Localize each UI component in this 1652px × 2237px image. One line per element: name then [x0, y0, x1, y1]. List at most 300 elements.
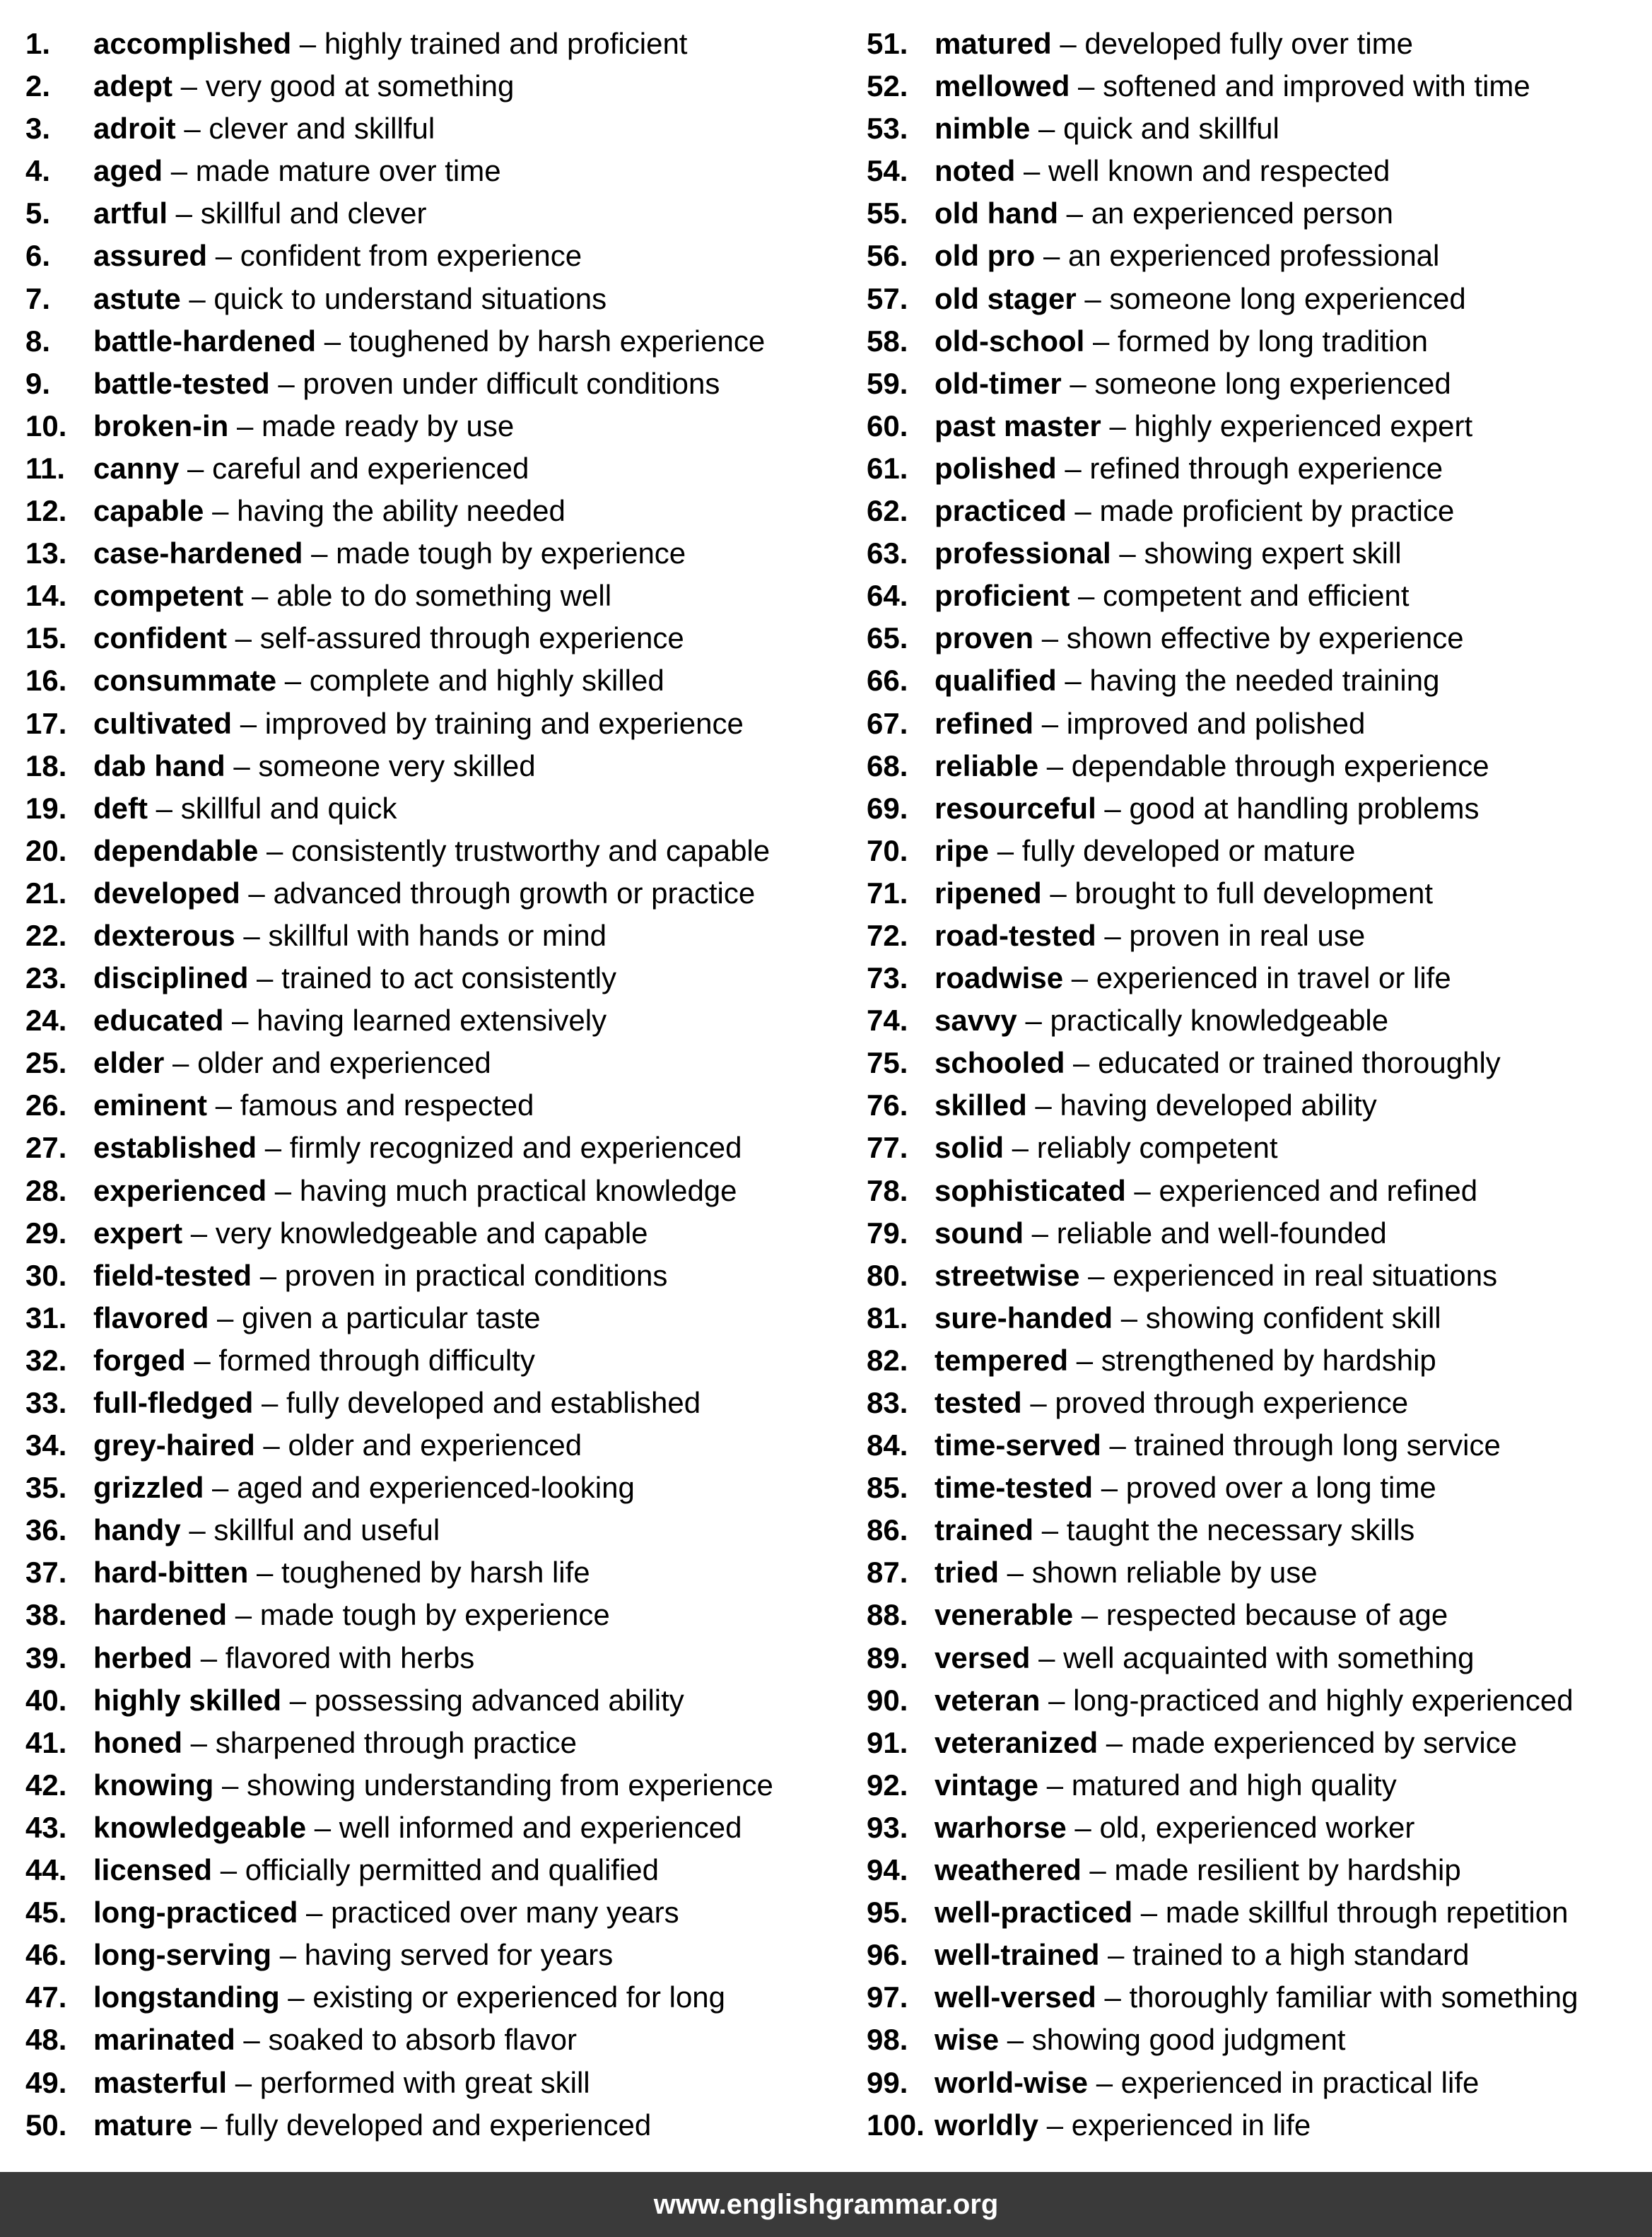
list-item-number: 13. [25, 536, 67, 570]
list-item-separator: – [1081, 1853, 1115, 1887]
footer-website-link[interactable]: www.englishgrammar.org [653, 2188, 999, 2220]
list-item-definition: an experienced person [1091, 196, 1393, 230]
list-item-word: competent [93, 579, 244, 613]
list-item-word: canny [93, 451, 180, 485]
list-item-definition: old, experienced worker [1099, 1810, 1415, 1844]
list-item-definition: trained to act consistently [281, 961, 616, 995]
list-item-word: established [93, 1131, 257, 1165]
list-item-word: field-tested [93, 1258, 252, 1292]
list-item-number: 18. [25, 748, 67, 782]
list-item-number: 5. [25, 196, 51, 230]
list-item-definition: advanced through growth or practice [273, 876, 756, 910]
list-item-separator: – [253, 1386, 287, 1419]
list-item-definition: someone very skilled [258, 748, 536, 782]
list-item-word: veteran [935, 1683, 1041, 1717]
list-item-definition: matured and high quality [1071, 1768, 1397, 1802]
list-item-number: 36. [25, 1513, 67, 1547]
list-item-number: 55. [867, 196, 908, 230]
list-item-definition: made resilient by hardship [1114, 1853, 1461, 1887]
list-item-number: 81. [867, 1300, 908, 1334]
list-item [867, 575, 1644, 617]
list-item-number: 79. [867, 1216, 908, 1250]
list-item [867, 1807, 1644, 1849]
list-item-definition: older and experienced [197, 1046, 491, 1080]
list-item [25, 1976, 838, 2019]
list-item-separator: – [279, 1980, 313, 2014]
list-item-definition: well informed and experienced [339, 1810, 742, 1844]
list-item-definition: having learned extensively [257, 1004, 607, 1038]
list-item-definition: firmly recognized and experienced [289, 1131, 742, 1165]
list-item [25, 1849, 838, 1891]
list-item [25, 1467, 838, 1509]
list-item-separator: – [240, 876, 274, 910]
list-item [867, 1679, 1644, 1722]
list-item-separator: – [228, 409, 262, 442]
list-item-separator: – [1096, 918, 1130, 952]
list-item-separator: – [235, 918, 269, 952]
list-item-word: time-served [935, 1428, 1101, 1462]
list-item-separator: – [1101, 1428, 1135, 1462]
list-item-word: hardened [93, 1598, 228, 1632]
list-item-definition: quick and skillful [1063, 112, 1279, 146]
list-item-word: honed [93, 1725, 182, 1759]
list-item-number: 37. [25, 1556, 67, 1590]
list-item-separator: – [225, 748, 259, 782]
list-item-word: veteranized [935, 1725, 1099, 1759]
list-item-word: mellowed [935, 69, 1070, 103]
list-item [867, 23, 1644, 65]
list-item-number: 82. [867, 1343, 908, 1377]
list-item-number: 31. [25, 1300, 67, 1334]
list-item-definition: fully developed and established [286, 1386, 701, 1419]
list-item-definition: improved by training and experience [264, 706, 744, 740]
list-item [867, 2062, 1644, 2104]
list-item-number: 9. [25, 366, 51, 400]
list-item-separator: – [1070, 69, 1103, 103]
list-item [867, 1849, 1644, 1891]
list-item-number: 69. [867, 791, 908, 825]
list-item [25, 1637, 838, 1679]
list-item-word: wise [935, 2023, 1000, 2057]
list-item-separator: – [182, 1216, 216, 1250]
list-item-number: 28. [25, 1173, 67, 1207]
list-item-definition: well acquainted with something [1063, 1640, 1475, 1674]
list-item-definition: quick to understand situations [213, 281, 607, 315]
list-item-separator: – [1023, 1216, 1057, 1250]
list-item-separator: – [271, 1938, 305, 1972]
list-item-word: tempered [935, 1343, 1069, 1377]
list-item-number: 90. [867, 1683, 908, 1717]
list-item [25, 1382, 838, 1424]
list-item-separator: – [1098, 1725, 1131, 1759]
list-item [25, 659, 838, 702]
list-item-number: 32. [25, 1343, 67, 1377]
list-item-definition: developed fully over time [1084, 27, 1413, 60]
list-item-definition: softened and improved with time [1103, 69, 1530, 103]
list-item-number: 67. [867, 706, 908, 740]
list-item-number: 19. [25, 791, 67, 825]
list-item-separator: – [248, 1556, 282, 1590]
list-item-separator: – [269, 366, 303, 400]
list-item-definition: experienced in travel or life [1096, 961, 1451, 995]
list-item-separator: – [1061, 366, 1095, 400]
list-item-number: 20. [25, 833, 67, 867]
list-item-number: 40. [25, 1683, 67, 1717]
list-item-definition: fully developed and experienced [225, 2108, 652, 2142]
list-item [25, 107, 838, 150]
list-item-separator: – [168, 196, 201, 230]
list-item-word: old-school [935, 324, 1085, 358]
list-item-number: 11. [25, 451, 66, 485]
list-item-definition: made tough by experience [336, 536, 686, 570]
list-item-word: nimble [935, 112, 1031, 146]
list-item-definition: proven in real use [1129, 918, 1366, 952]
list-item-definition: long-practiced and highly experienced [1073, 1683, 1574, 1717]
list-item [867, 703, 1644, 745]
list-item-number: 49. [25, 2065, 67, 2099]
list-item-word: well-trained [935, 1938, 1100, 1972]
list-item [867, 235, 1644, 277]
list-item-word: grizzled [93, 1471, 204, 1505]
list-item-number: 52. [867, 69, 908, 103]
list-item-definition: proved through experience [1055, 1386, 1409, 1419]
list-item-number: 92. [867, 1768, 908, 1802]
list-item-definition: able to do something well [276, 579, 612, 613]
list-item-definition: experienced in practical life [1120, 2065, 1480, 2099]
list-item [867, 107, 1644, 150]
list-item-word: case-hardened [93, 536, 303, 570]
list-item-definition: showing expert skill [1144, 536, 1402, 570]
list-item-number: 75. [867, 1046, 908, 1080]
list-item-separator: – [1004, 1131, 1037, 1165]
list-item-number: 27. [25, 1131, 67, 1165]
list-item [25, 1594, 838, 1636]
list-item-definition: formed by long tradition [1118, 324, 1428, 358]
list-item [25, 447, 838, 490]
list-item [25, 532, 838, 575]
list-item [867, 915, 1644, 957]
list-item-number: 34. [25, 1428, 67, 1462]
list-item-number: 12. [25, 494, 67, 528]
list-item-separator: – [1066, 1810, 1100, 1844]
list-item-number: 10. [25, 409, 67, 442]
list-item-definition: experienced in life [1071, 2108, 1311, 2142]
list-item-word: savvy [935, 1004, 1017, 1038]
list-item-separator: – [180, 281, 214, 315]
list-item-word: knowledgeable [93, 1810, 307, 1844]
list-item-separator: – [1096, 1980, 1130, 2014]
list-item-number: 80. [867, 1258, 908, 1292]
list-item-word: professional [935, 536, 1111, 570]
list-item [867, 447, 1644, 490]
list-item-word: broken-in [93, 409, 229, 442]
list-item-separator: – [182, 1725, 216, 1759]
list-item [25, 150, 838, 192]
list-item-definition: proven under difficult conditions [303, 366, 720, 400]
list-item-definition: fully developed or mature [1021, 833, 1356, 867]
list-item-word: full-fledged [93, 1386, 254, 1419]
list-item-definition: practiced over many years [331, 1896, 679, 1930]
list-item-separator: – [232, 706, 265, 740]
list-item-separator: – [1035, 239, 1069, 273]
list-item [867, 150, 1644, 192]
list-item-separator: – [209, 1300, 242, 1334]
list-item-number: 21. [25, 876, 67, 910]
list-item-definition: dependable through experience [1071, 748, 1489, 782]
list-item-word: matured [935, 27, 1052, 60]
list-item-number: 86. [867, 1513, 908, 1547]
list-item-word: marinated [93, 2023, 235, 2057]
list-item-definition: flavored with herbs [225, 1640, 475, 1674]
list-item-definition: possessing advanced ability [314, 1683, 684, 1717]
list-item-definition: aged and experienced-looking [237, 1471, 635, 1505]
list-item [867, 1509, 1644, 1551]
list-item [867, 1764, 1644, 1807]
list-item-separator: – [1017, 1004, 1050, 1038]
list-item [25, 830, 838, 872]
list-item-number: 76. [867, 1088, 908, 1122]
list-item [867, 745, 1644, 787]
list-item-number: 35. [25, 1471, 67, 1505]
list-item-separator: – [180, 1513, 214, 1547]
list-item-number: 57. [867, 281, 908, 315]
list-item-word: grey-haired [93, 1428, 255, 1462]
list-item-definition: having much practical knowledge [299, 1173, 737, 1207]
list-item-definition: shown effective by experience [1066, 621, 1464, 655]
list-item [867, 192, 1644, 235]
list-item-definition: skillful with hands or mind [268, 918, 607, 952]
list-item-word: proven [935, 621, 1034, 655]
list-item-definition: trained to a high standard [1132, 1938, 1470, 1972]
list-item-word: old pro [935, 239, 1036, 273]
list-item-word: weathered [935, 1853, 1082, 1887]
list-item [867, 2019, 1644, 2061]
list-item-separator: – [148, 791, 181, 825]
list-item-number: 56. [867, 239, 908, 273]
list-item-definition: good at handling problems [1129, 791, 1480, 825]
list-item-definition: sharpened through practice [215, 1725, 578, 1759]
list-item [25, 320, 838, 363]
list-item-definition: experienced and refined [1159, 1173, 1478, 1207]
list-item [867, 1551, 1644, 1594]
list-item [25, 278, 838, 320]
list-item [25, 1807, 838, 1849]
list-item-separator: – [204, 1471, 238, 1505]
list-item [867, 1297, 1644, 1339]
list-item-word: proficient [935, 579, 1070, 613]
list-item [25, 1170, 838, 1212]
list-item-word: well-practiced [935, 1896, 1133, 1930]
list-item-definition: made proficient by practice [1099, 494, 1455, 528]
list-item-number: 65. [867, 621, 908, 655]
list-item-separator: – [175, 112, 209, 146]
list-item-definition: toughened by harsh experience [348, 324, 766, 358]
list-item-separator: – [1041, 876, 1075, 910]
list-item-number: 63. [867, 536, 908, 570]
list-item-separator: – [1030, 112, 1064, 146]
list-item [25, 1042, 838, 1084]
list-item-word: ripened [935, 876, 1042, 910]
list-item-definition: proven in practical conditions [284, 1258, 668, 1292]
list-item-definition: soaked to absorb flavor [268, 2023, 578, 2057]
list-item-definition: having the ability needed [237, 494, 566, 528]
list-item-number: 22. [25, 918, 67, 952]
list-item-definition: skillful and useful [213, 1513, 440, 1547]
list-item [25, 787, 838, 830]
list-item-definition: made skillful through repetition [1165, 1896, 1569, 1930]
list-item-separator: – [258, 833, 292, 867]
list-item-separator: – [303, 536, 336, 570]
list-item-word: long-serving [93, 1938, 272, 1972]
list-item-definition: skillful and clever [200, 196, 427, 230]
list-item-number: 73. [867, 961, 908, 995]
list-item-definition: strengthened by hardship [1101, 1343, 1436, 1377]
list-item-word: dab hand [93, 748, 225, 782]
list-item-separator: – [1063, 961, 1096, 995]
list-item-number: 16. [25, 664, 67, 698]
list-item-definition: showing understanding from experience [247, 1768, 773, 1802]
list-item-definition: showing confident skill [1145, 1300, 1441, 1334]
list-item-number: 26. [25, 1088, 67, 1122]
list-item-separator: – [1040, 1683, 1074, 1717]
list-item-word: ripe [935, 833, 990, 867]
list-item-word: long-practiced [93, 1896, 298, 1930]
list-item-number: 41. [25, 1725, 67, 1759]
list-item-word: well-versed [935, 1980, 1096, 2014]
list-item-word: mature [93, 2108, 193, 2142]
list-item-separator: – [276, 664, 310, 698]
list-item-word: old-timer [935, 366, 1062, 400]
list-item-definition: someone long experienced [1109, 281, 1466, 315]
list-item [25, 1255, 838, 1297]
list-item-separator: – [227, 2065, 260, 2099]
list-item [25, 1891, 838, 1934]
list-item-number: 45. [25, 1896, 67, 1930]
list-item-separator: – [223, 1004, 257, 1038]
list-item-separator: – [989, 833, 1022, 867]
list-item-word: astute [93, 281, 181, 315]
list-item-number: 100. [867, 2108, 925, 2142]
list-item-number: 25. [25, 1046, 67, 1080]
list-item-number: 98. [867, 2023, 908, 2057]
list-item-definition: complete and highly skilled [309, 664, 664, 698]
list-item-separator: – [1030, 1640, 1064, 1674]
list-item-separator: – [192, 1640, 225, 1674]
list-item-definition: officially permitted and qualified [245, 1853, 660, 1887]
list-item-number: 60. [867, 409, 908, 442]
list-item-word: knowing [93, 1768, 214, 1802]
list-item-word: cultivated [93, 706, 233, 740]
list-item-word: solid [935, 1131, 1004, 1165]
list-item-separator: – [1099, 1938, 1133, 1972]
list-item-separator: – [316, 324, 349, 358]
list-item-separator: – [172, 69, 206, 103]
list-item-separator: – [1093, 1471, 1126, 1505]
list-item-separator: – [185, 1343, 219, 1377]
list-item-definition: made tough by experience [259, 1598, 610, 1632]
list-item-separator: – [1021, 1386, 1055, 1419]
list-item-word: accomplished [93, 27, 292, 60]
list-item-word: forged [93, 1343, 186, 1377]
list-item-separator: – [999, 1556, 1032, 1590]
list-item-number: 78. [867, 1173, 908, 1207]
list-item-number: 54. [867, 154, 908, 188]
list-item-definition: educated or trained thoroughly [1098, 1046, 1501, 1080]
list-item-word: roadwise [935, 961, 1064, 995]
list-item-number: 51. [867, 27, 908, 60]
list-item-definition: thoroughly familiar with something [1129, 1980, 1578, 2014]
list-item-separator: – [1033, 621, 1067, 655]
footer-bar [0, 2172, 1652, 2237]
list-item-number: 89. [867, 1640, 908, 1674]
list-item [25, 1297, 838, 1339]
list-item-word: dexterous [93, 918, 235, 952]
list-item [867, 1934, 1644, 1976]
list-item-word: streetwise [935, 1258, 1080, 1292]
list-item-word: disciplined [93, 961, 249, 995]
list-item-number: 47. [25, 1980, 67, 2014]
list-item-definition: respected because of age [1106, 1598, 1448, 1632]
list-item [25, 703, 838, 745]
list-item-separator: – [1113, 1300, 1146, 1334]
list-item-number: 33. [25, 1386, 67, 1419]
list-item-definition: trained through long service [1134, 1428, 1501, 1462]
list-item-separator: – [291, 27, 324, 60]
list-item-definition: performed with great skill [259, 2065, 590, 2099]
list-item-separator: – [1125, 1173, 1159, 1207]
list-item-number: 64. [867, 579, 908, 613]
list-item [25, 1551, 838, 1594]
list-item [867, 1382, 1644, 1424]
word-list-left-column [25, 23, 838, 2147]
list-item-definition: showing good judgment [1031, 2023, 1346, 2057]
list-item-number: 77. [867, 1131, 908, 1165]
list-item [25, 1212, 838, 1255]
list-item-definition: consistently trustworthy and capable [291, 833, 771, 867]
list-item-separator: – [1038, 1768, 1072, 1802]
list-item [25, 999, 838, 1042]
list-item-definition: made experienced by service [1130, 1725, 1518, 1759]
list-item-word: trained [935, 1513, 1034, 1547]
list-item-number: 23. [25, 961, 67, 995]
list-item-word: aged [93, 154, 163, 188]
list-item-separator: – [1065, 1046, 1099, 1080]
list-item-number: 88. [867, 1598, 908, 1632]
list-item-number: 44. [25, 1853, 67, 1887]
list-item [867, 787, 1644, 830]
list-item-separator: – [1056, 451, 1090, 485]
list-item [867, 1255, 1644, 1297]
list-item-definition: highly experienced expert [1134, 409, 1473, 442]
list-item-number: 91. [867, 1725, 908, 1759]
list-item-word: resourceful [935, 791, 1096, 825]
list-item-word: expert [93, 1216, 183, 1250]
list-item-separator: – [227, 1598, 260, 1632]
list-item-number: 43. [25, 1810, 67, 1844]
list-item-word: artful [93, 196, 168, 230]
list-item [25, 1509, 838, 1551]
list-item-word: tried [935, 1556, 1000, 1590]
list-item [25, 2019, 838, 2061]
list-item [867, 1042, 1644, 1084]
list-item-word: time-tested [935, 1471, 1094, 1505]
list-item [867, 1127, 1644, 1169]
list-item [25, 363, 838, 405]
list-item-number: 71. [867, 876, 908, 910]
list-item-word: noted [935, 154, 1016, 188]
list-item-number: 48. [25, 2023, 67, 2057]
list-item-number: 7. [25, 281, 51, 315]
